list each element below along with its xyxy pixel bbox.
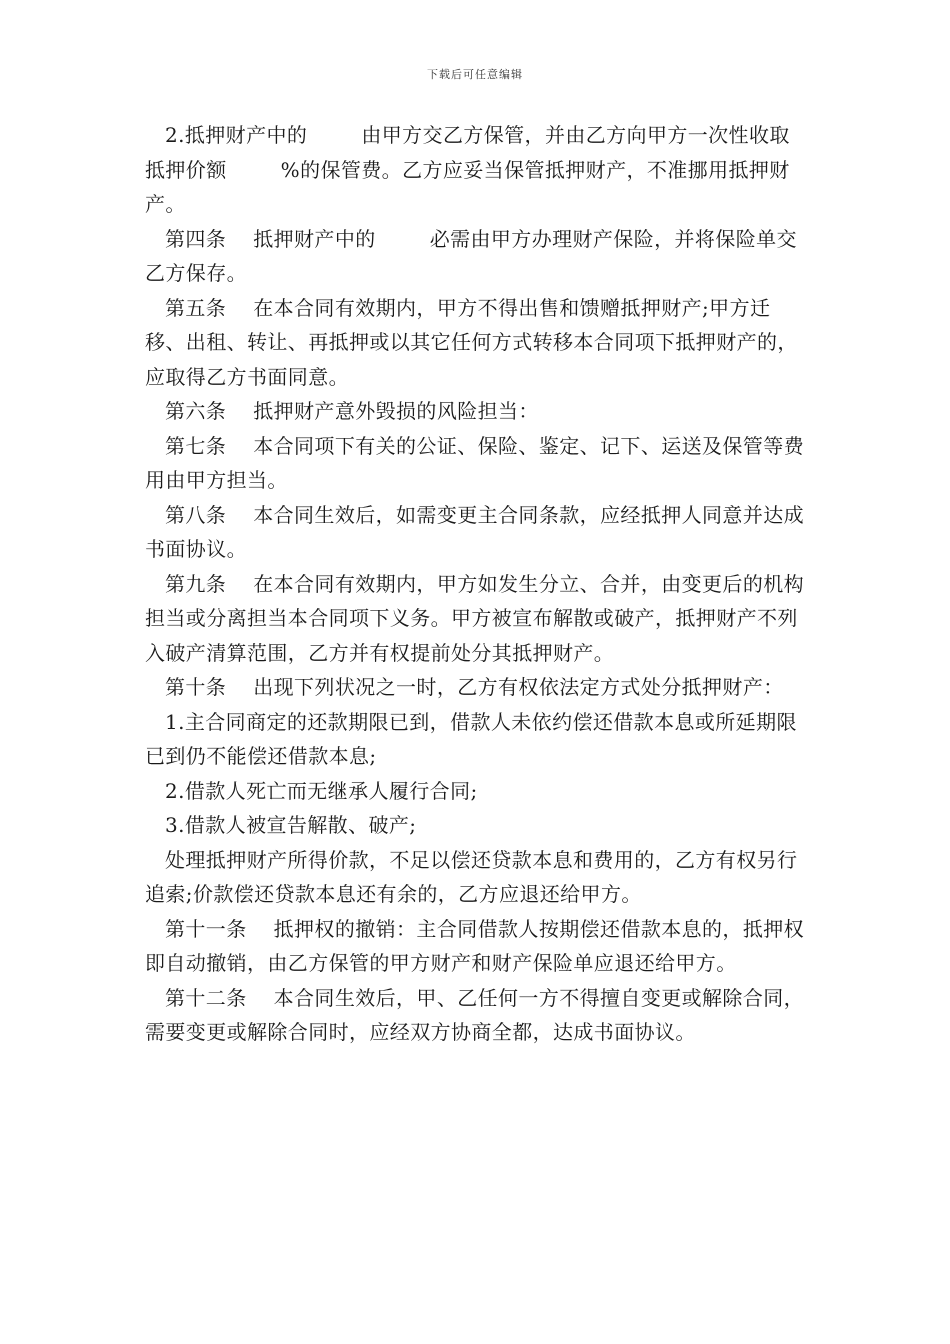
- list-item-2: 2.借款人死亡而无继承人履行合同;: [165, 778, 478, 803]
- paragraph-article-4: 第四条 抵押财产中的 必需由甲方办理财产保险，并将保险单交乙方保存。: [145, 226, 797, 285]
- paragraph-article-7: 第七条 本合同项下有关的公证、保险、鉴定、记下、运送及保管等费用由甲方担当。: [145, 433, 805, 492]
- paragraph-article-10: 第十条 出现下列状况之一时，乙方有权依法定方式处分抵押财产：: [165, 675, 784, 699]
- paragraph-article-8: 第八条 本合同生效后，如需变更主合同条款，应经抵押人同意并达成书面协议。: [145, 502, 805, 561]
- document-body: [145, 118, 810, 1050]
- list-item-1: 1.主合同商定的还款期限已到，借款人未依约偿还借款本息或所延期限已到仍不能偿还借款本息;: [145, 709, 797, 768]
- paragraph-article-6: 第六条 抵押财产意外毁损的风险担当：: [165, 399, 539, 423]
- header-note: 下载后可任意编辑: [427, 68, 523, 81]
- paragraph-article-5: 第五条 在本合同有效期内，甲方不得出售和馈赠抵押财产;甲方迁移、出租、转让、再抵押或以其它任何方式转移本合同项下抵押财产的，应取得乙方书面同意。: [145, 295, 798, 389]
- paragraph-article-9: 第九条 在本合同有效期内，甲方如发生分立、合并，由变更后的机构担当或分离担当本合同项下义务。甲方被宣布解散或破产，抵押财产不列入破产清算范围，乙方并有权提前处分其抵押财产。: [145, 571, 805, 665]
- paragraph-custody-fee: 2.抵押财产中的 由甲方交乙方保管，并由乙方向甲方一次性收取抵押价额 %的保管费。乙方应妥当保管抵押财产，不准挪用抵押财产。: [145, 123, 790, 216]
- paragraph-proceeds: 处理抵押财产所得价款，不足以偿还贷款本息和费用的，乙方有权另行追索;价款偿还贷款本息还有余的，乙方应退还给甲方。: [145, 847, 798, 906]
- list-item-3: 3.借款人被宣告解散、破产;: [165, 813, 417, 837]
- paragraph-article-11: 第十一条 抵押权的撤销：主合同借款人按期偿还借款本息的，抵押权即自动撤销，由乙方保管的甲方财产和财产保险单应退还给甲方。: [145, 916, 805, 975]
- paragraph-article-12: 第十二条 本合同生效后，甲、乙任何一方不得擅自变更或解除合同，需要变更或解除合同时，应经双方协商全都，达成书面协议。: [145, 985, 805, 1044]
